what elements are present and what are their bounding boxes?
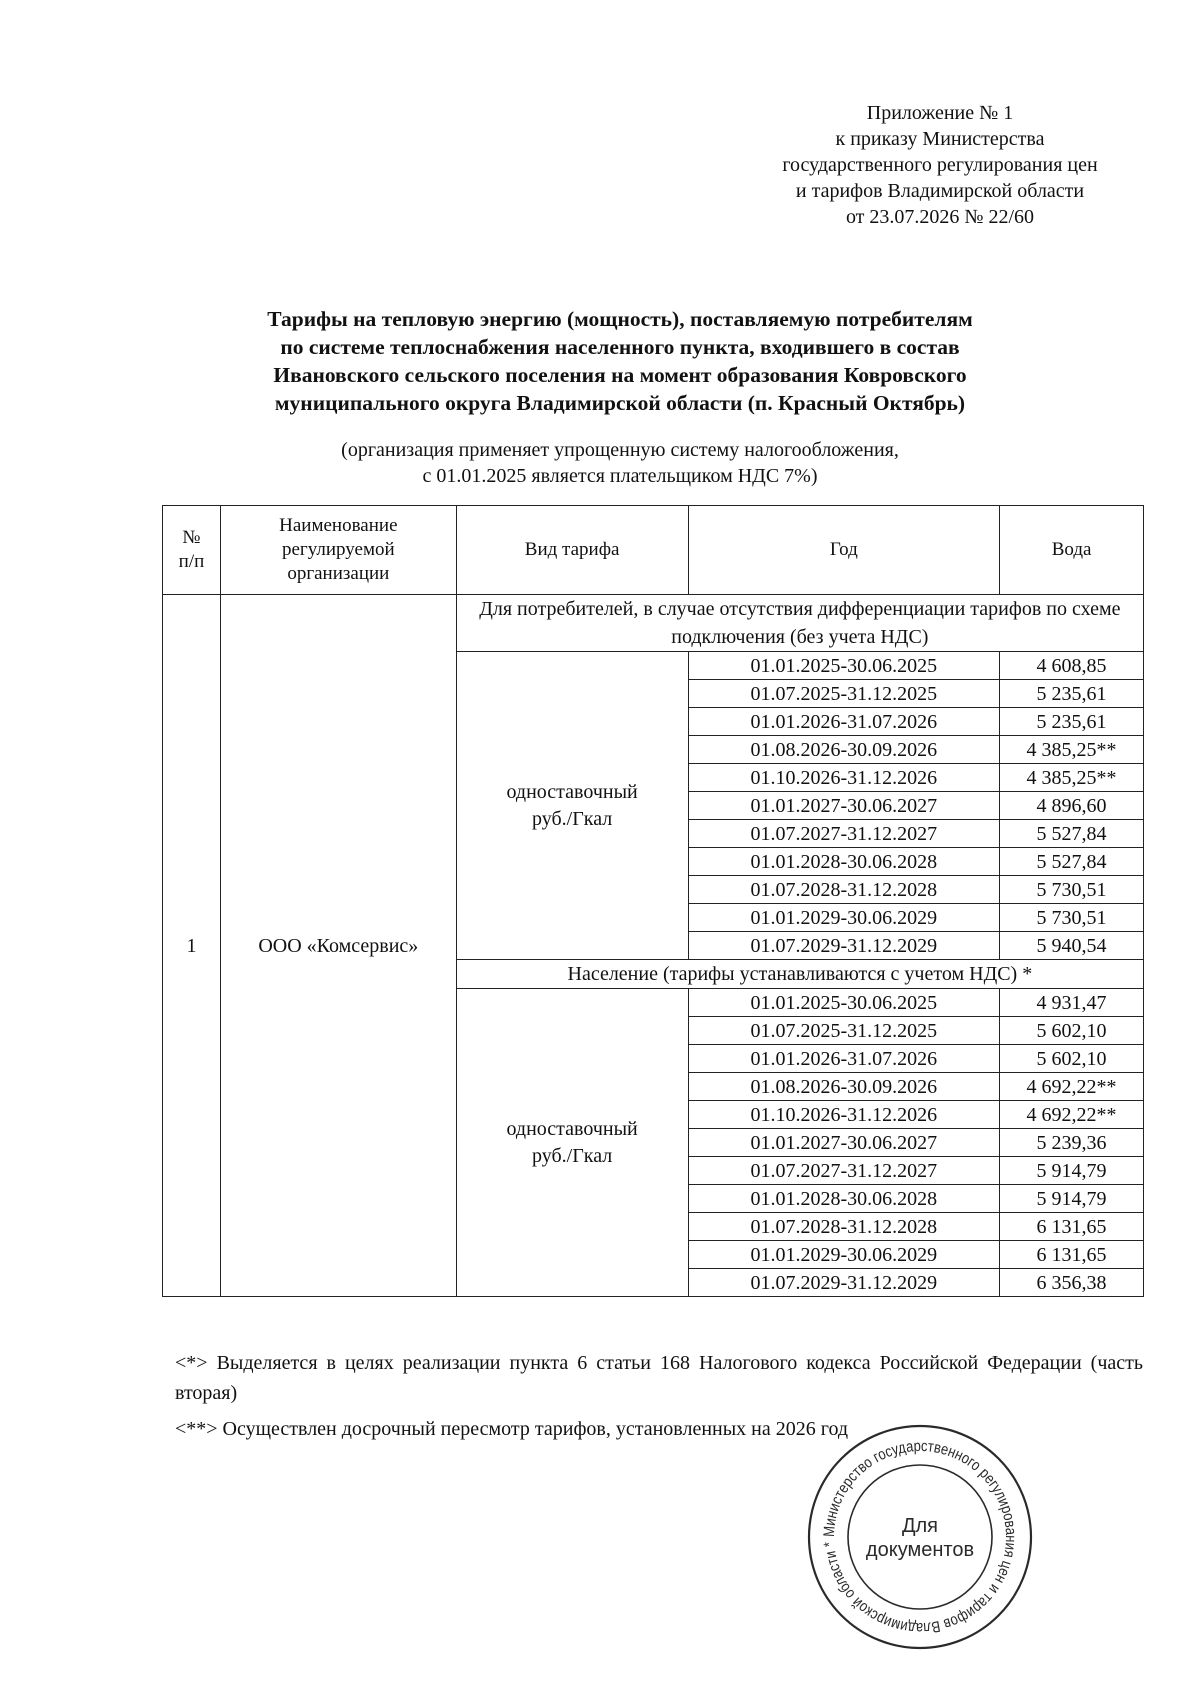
period-cell: 01.07.2025-31.12.2025 bbox=[688, 1017, 1000, 1045]
water-tariff-cell: 5 914,79 bbox=[1000, 1157, 1144, 1185]
period-cell: 01.07.2027-31.12.2027 bbox=[688, 820, 1000, 848]
water-tariff-cell: 5 940,54 bbox=[1000, 932, 1144, 960]
tariff-type-cell bbox=[456, 652, 688, 960]
period-cell: 01.01.2028-30.06.2028 bbox=[688, 848, 1000, 876]
header-number-line-2: п/п bbox=[178, 551, 205, 572]
seal-inner-ring bbox=[848, 1465, 992, 1609]
period-cell: 01.01.2028-30.06.2028 bbox=[688, 1185, 1000, 1213]
document-subtitle bbox=[150, 437, 1090, 489]
water-tariff-cell: 5 235,61 bbox=[1000, 680, 1144, 708]
water-tariff-cell: 4 608,85 bbox=[1000, 652, 1144, 680]
footnote-2: <**> Осуществлен досрочный пересмотр тарифов, установленных на 2026 год bbox=[175, 1418, 849, 1440]
subtitle-line-2: с 01.01.2025 является плательщиком НДС 7%) bbox=[422, 465, 818, 487]
period-cell: 01.01.2025-30.06.2025 bbox=[688, 989, 1000, 1017]
appendix-line-4: и тарифов Владимирской области bbox=[795, 180, 1085, 202]
water-tariff-cell: 5 602,10 bbox=[1000, 1017, 1144, 1045]
water-tariff-cell: 4 692,22** bbox=[1000, 1073, 1144, 1101]
period-cell: 01.01.2025-30.06.2025 bbox=[688, 652, 1000, 680]
tariff-type-line-1: одноставочный bbox=[506, 780, 638, 803]
tariff-type-line-1: одноставочный bbox=[506, 1117, 638, 1140]
tariff-type-line-2: руб./Гкал bbox=[532, 1144, 613, 1167]
tariff-type-line-2: руб./Гкал bbox=[532, 807, 613, 830]
water-tariff-cell: 4 692,22** bbox=[1000, 1101, 1144, 1129]
title-line-4: муниципального округа Владимирской области (п. Красный Октябрь) bbox=[274, 391, 966, 415]
period-cell: 01.10.2026-31.12.2026 bbox=[688, 764, 1000, 792]
period-cell: 01.07.2025-31.12.2025 bbox=[688, 680, 1000, 708]
tariff-type-cell bbox=[456, 989, 688, 1297]
period-cell: 01.08.2026-30.09.2026 bbox=[688, 736, 1000, 764]
period-cell: 01.01.2029-30.06.2029 bbox=[688, 904, 1000, 932]
water-tariff-cell: 5 527,84 bbox=[1000, 820, 1144, 848]
water-tariff-cell: 5 239,36 bbox=[1000, 1129, 1144, 1157]
water-tariff-cell: 5 527,84 bbox=[1000, 848, 1144, 876]
header-org-line-3: организации bbox=[287, 563, 390, 584]
section-2-heading: Население (тарифы устанавливаются с учетом НДС) * bbox=[456, 960, 1143, 989]
water-tariff-cell: 4 931,47 bbox=[1000, 989, 1144, 1017]
header-number-line-1: № bbox=[182, 527, 201, 548]
water-tariff-cell: 4 896,60 bbox=[1000, 792, 1144, 820]
appendix-line-1: Приложение № 1 bbox=[866, 102, 1014, 124]
water-tariff-cell: 4 385,25** bbox=[1000, 736, 1144, 764]
row-number-cell: 1 bbox=[163, 595, 221, 1297]
period-cell: 01.07.2027-31.12.2027 bbox=[688, 1157, 1000, 1185]
seal-center-line-1: Для bbox=[901, 1515, 939, 1537]
water-tariff-cell: 5 730,51 bbox=[1000, 876, 1144, 904]
appendix-line-2: к приказу Министерства bbox=[835, 128, 1045, 150]
water-tariff-cell: 5 914,79 bbox=[1000, 1185, 1144, 1213]
appendix-header bbox=[740, 100, 1140, 230]
official-seal-stamp bbox=[805, 1422, 1035, 1652]
water-tariff-cell: 5 235,61 bbox=[1000, 708, 1144, 736]
period-cell: 01.01.2026-31.07.2026 bbox=[688, 708, 1000, 736]
header-org-line-1: Наименование bbox=[279, 515, 398, 536]
title-line-3: Ивановского сельского поселения на момент образования Ковровского bbox=[273, 363, 967, 387]
seal-center-line-2: документов bbox=[865, 1539, 975, 1561]
header-organization bbox=[220, 506, 456, 595]
seal-outer-ring bbox=[809, 1426, 1031, 1648]
period-cell: 01.07.2028-31.12.2028 bbox=[688, 1213, 1000, 1241]
title-line-2: по системе теплоснабжения населенного пункта, входившего в состав bbox=[280, 335, 960, 359]
header-number bbox=[163, 506, 221, 595]
tariff-table bbox=[162, 505, 1144, 1297]
period-cell: 01.01.2027-30.06.2027 bbox=[688, 792, 1000, 820]
period-cell: 01.01.2026-31.07.2026 bbox=[688, 1045, 1000, 1073]
seal-ring-text: Министерство государственного регулирования цен и тарифов Владимирской области * bbox=[820, 1437, 1020, 1637]
water-tariff-cell: 6 356,38 bbox=[1000, 1269, 1144, 1297]
header-year: Год bbox=[688, 506, 1000, 595]
footnote-1: <*> Выделяется в целях реализации пункта 6 статьи 168 Налогового кодекса Российской Федерации (часть вторая) bbox=[175, 1352, 1143, 1404]
period-cell: 01.01.2029-30.06.2029 bbox=[688, 1241, 1000, 1269]
title-line-1: Тарифы на тепловую энергию (мощность), поставляемую потребителям bbox=[267, 307, 973, 331]
section-1-heading-row bbox=[163, 595, 1144, 652]
water-tariff-cell: 5 730,51 bbox=[1000, 904, 1144, 932]
water-tariff-cell: 6 131,65 bbox=[1000, 1213, 1144, 1241]
subtitle-line-1: (организация применяет упрощенную систему налогообложения, bbox=[341, 439, 899, 461]
water-tariff-cell: 4 385,25** bbox=[1000, 764, 1144, 792]
period-cell: 01.08.2026-30.09.2026 bbox=[688, 1073, 1000, 1101]
header-org-line-2: регулируемой bbox=[281, 539, 395, 560]
header-tariff-type: Вид тарифа bbox=[456, 506, 688, 595]
organization-cell: ООО «Комсервис» bbox=[220, 595, 456, 1297]
period-cell: 01.01.2027-30.06.2027 bbox=[688, 1129, 1000, 1157]
period-cell: 01.07.2028-31.12.2028 bbox=[688, 876, 1000, 904]
water-tariff-cell: 6 131,65 bbox=[1000, 1241, 1144, 1269]
period-cell: 01.07.2029-31.12.2029 bbox=[688, 1269, 1000, 1297]
header-water: Вода bbox=[1000, 506, 1144, 595]
appendix-line-3: государственного регулирования цен bbox=[782, 154, 1098, 176]
period-cell: 01.07.2029-31.12.2029 bbox=[688, 932, 1000, 960]
period-cell: 01.10.2026-31.12.2026 bbox=[688, 1101, 1000, 1129]
table-header-row bbox=[163, 506, 1144, 595]
water-tariff-cell: 5 602,10 bbox=[1000, 1045, 1144, 1073]
appendix-line-5: от 23.07.2026 № 22/60 bbox=[845, 206, 1035, 228]
section-1-heading: Для потребителей, в случае отсутствия дифференциации тарифов по схеме подключения (без учета НДС) bbox=[456, 595, 1143, 652]
document-title bbox=[150, 305, 1090, 417]
